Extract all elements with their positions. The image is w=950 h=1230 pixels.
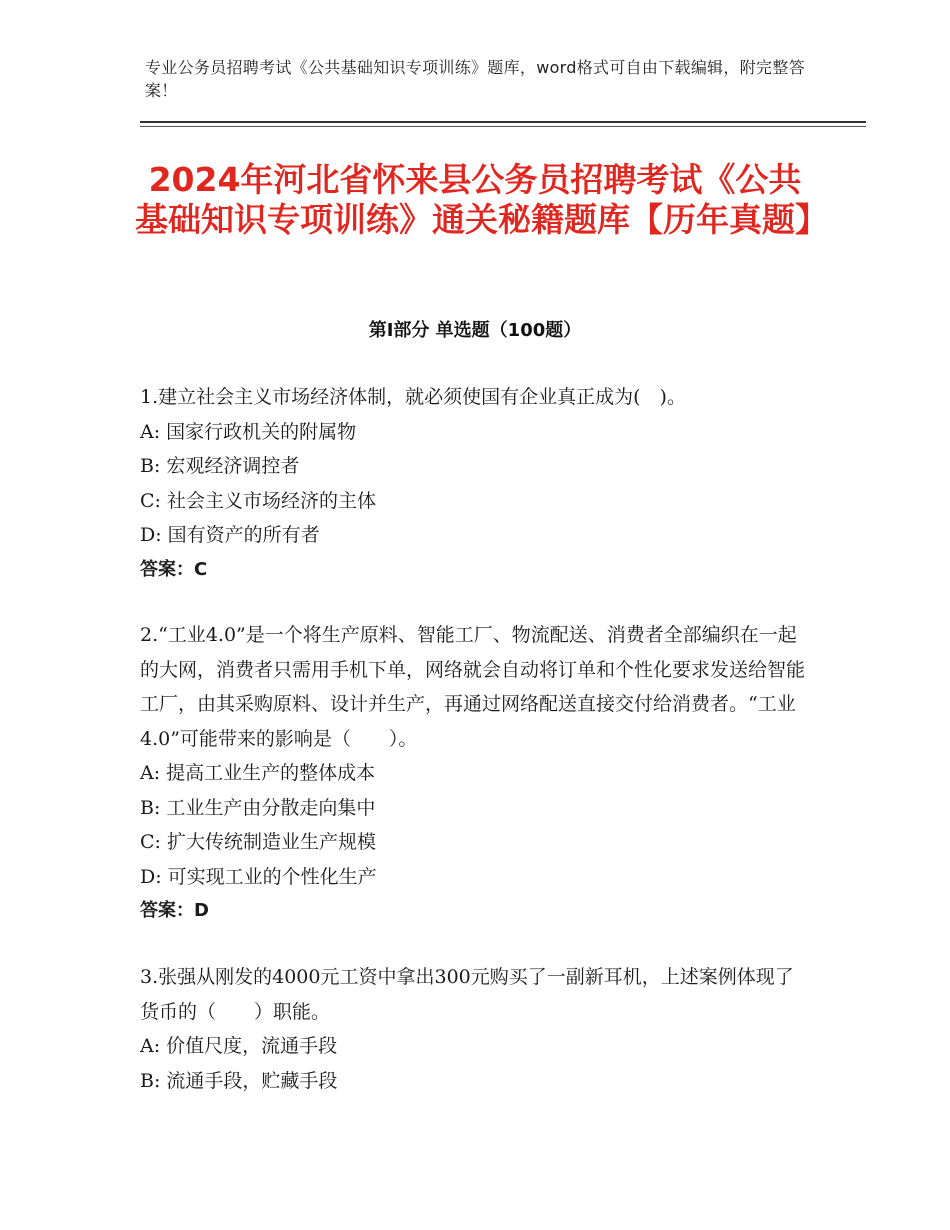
option-b: B: 宏观经济调控者 [140, 455, 300, 477]
document-title: 2024年河北省怀来县公务员招聘考试《公共基础知识专项训练》通关秘籍题库【历年真题】 [135, 160, 828, 239]
answer: 答案：D [140, 900, 209, 921]
header-rule-thin [140, 126, 866, 127]
header-note: 专业公务员招聘考试《公共基础知识专项训练》题库，word格式可自由下载编辑，附完整答案！ [145, 58, 805, 100]
option-a: A: 价值尺度，流通手段 [140, 1035, 338, 1057]
option-a: A: 提高工业生产的整体成本 [140, 762, 376, 784]
option-d: D: 可实现工业的个性化生产 [140, 865, 377, 888]
question-stem: 3.张强从刚发的4000元工资中拿出300元购买了一副新耳机，上述案例体现了货币的（ ）职能。 [140, 966, 794, 1023]
option-a: A: 国家行政机关的附属物 [140, 420, 357, 443]
option-d: D: 国有资产的所有者 [140, 524, 320, 546]
question-2 [140, 618, 810, 929]
option-c: C: 社会主义市场经济的主体 [140, 489, 376, 512]
header-rule-thick [140, 121, 866, 123]
answer: 答案：C [140, 558, 208, 580]
question-3 [140, 960, 810, 1098]
question-1 [140, 380, 810, 587]
question-stem: 2.“工业4.0”是一个将生产原料、智能工厂、物流配送、消费者全部编织在一起的大网，消费者只需用手机下单，网络就会自动将订单和个性化要求发送给智能工厂，由其采购原料、设计并生产，再通过网络配送直接交付给消费者。“工业4.0”可能带来的影响是（ ）。 [140, 624, 806, 750]
option-b: B: 工业生产由分散走向集中 [140, 796, 376, 819]
option-c: C: 扩大传统制造业生产规模 [140, 831, 376, 853]
option-b: B: 流通手段，贮藏手段 [140, 1069, 338, 1092]
section-title: 第Ⅰ部分 单选题（100题） [368, 320, 582, 341]
question-stem: 1.建立社会主义市场经济体制，就必须使国有企业真正成为( )。 [140, 386, 686, 408]
